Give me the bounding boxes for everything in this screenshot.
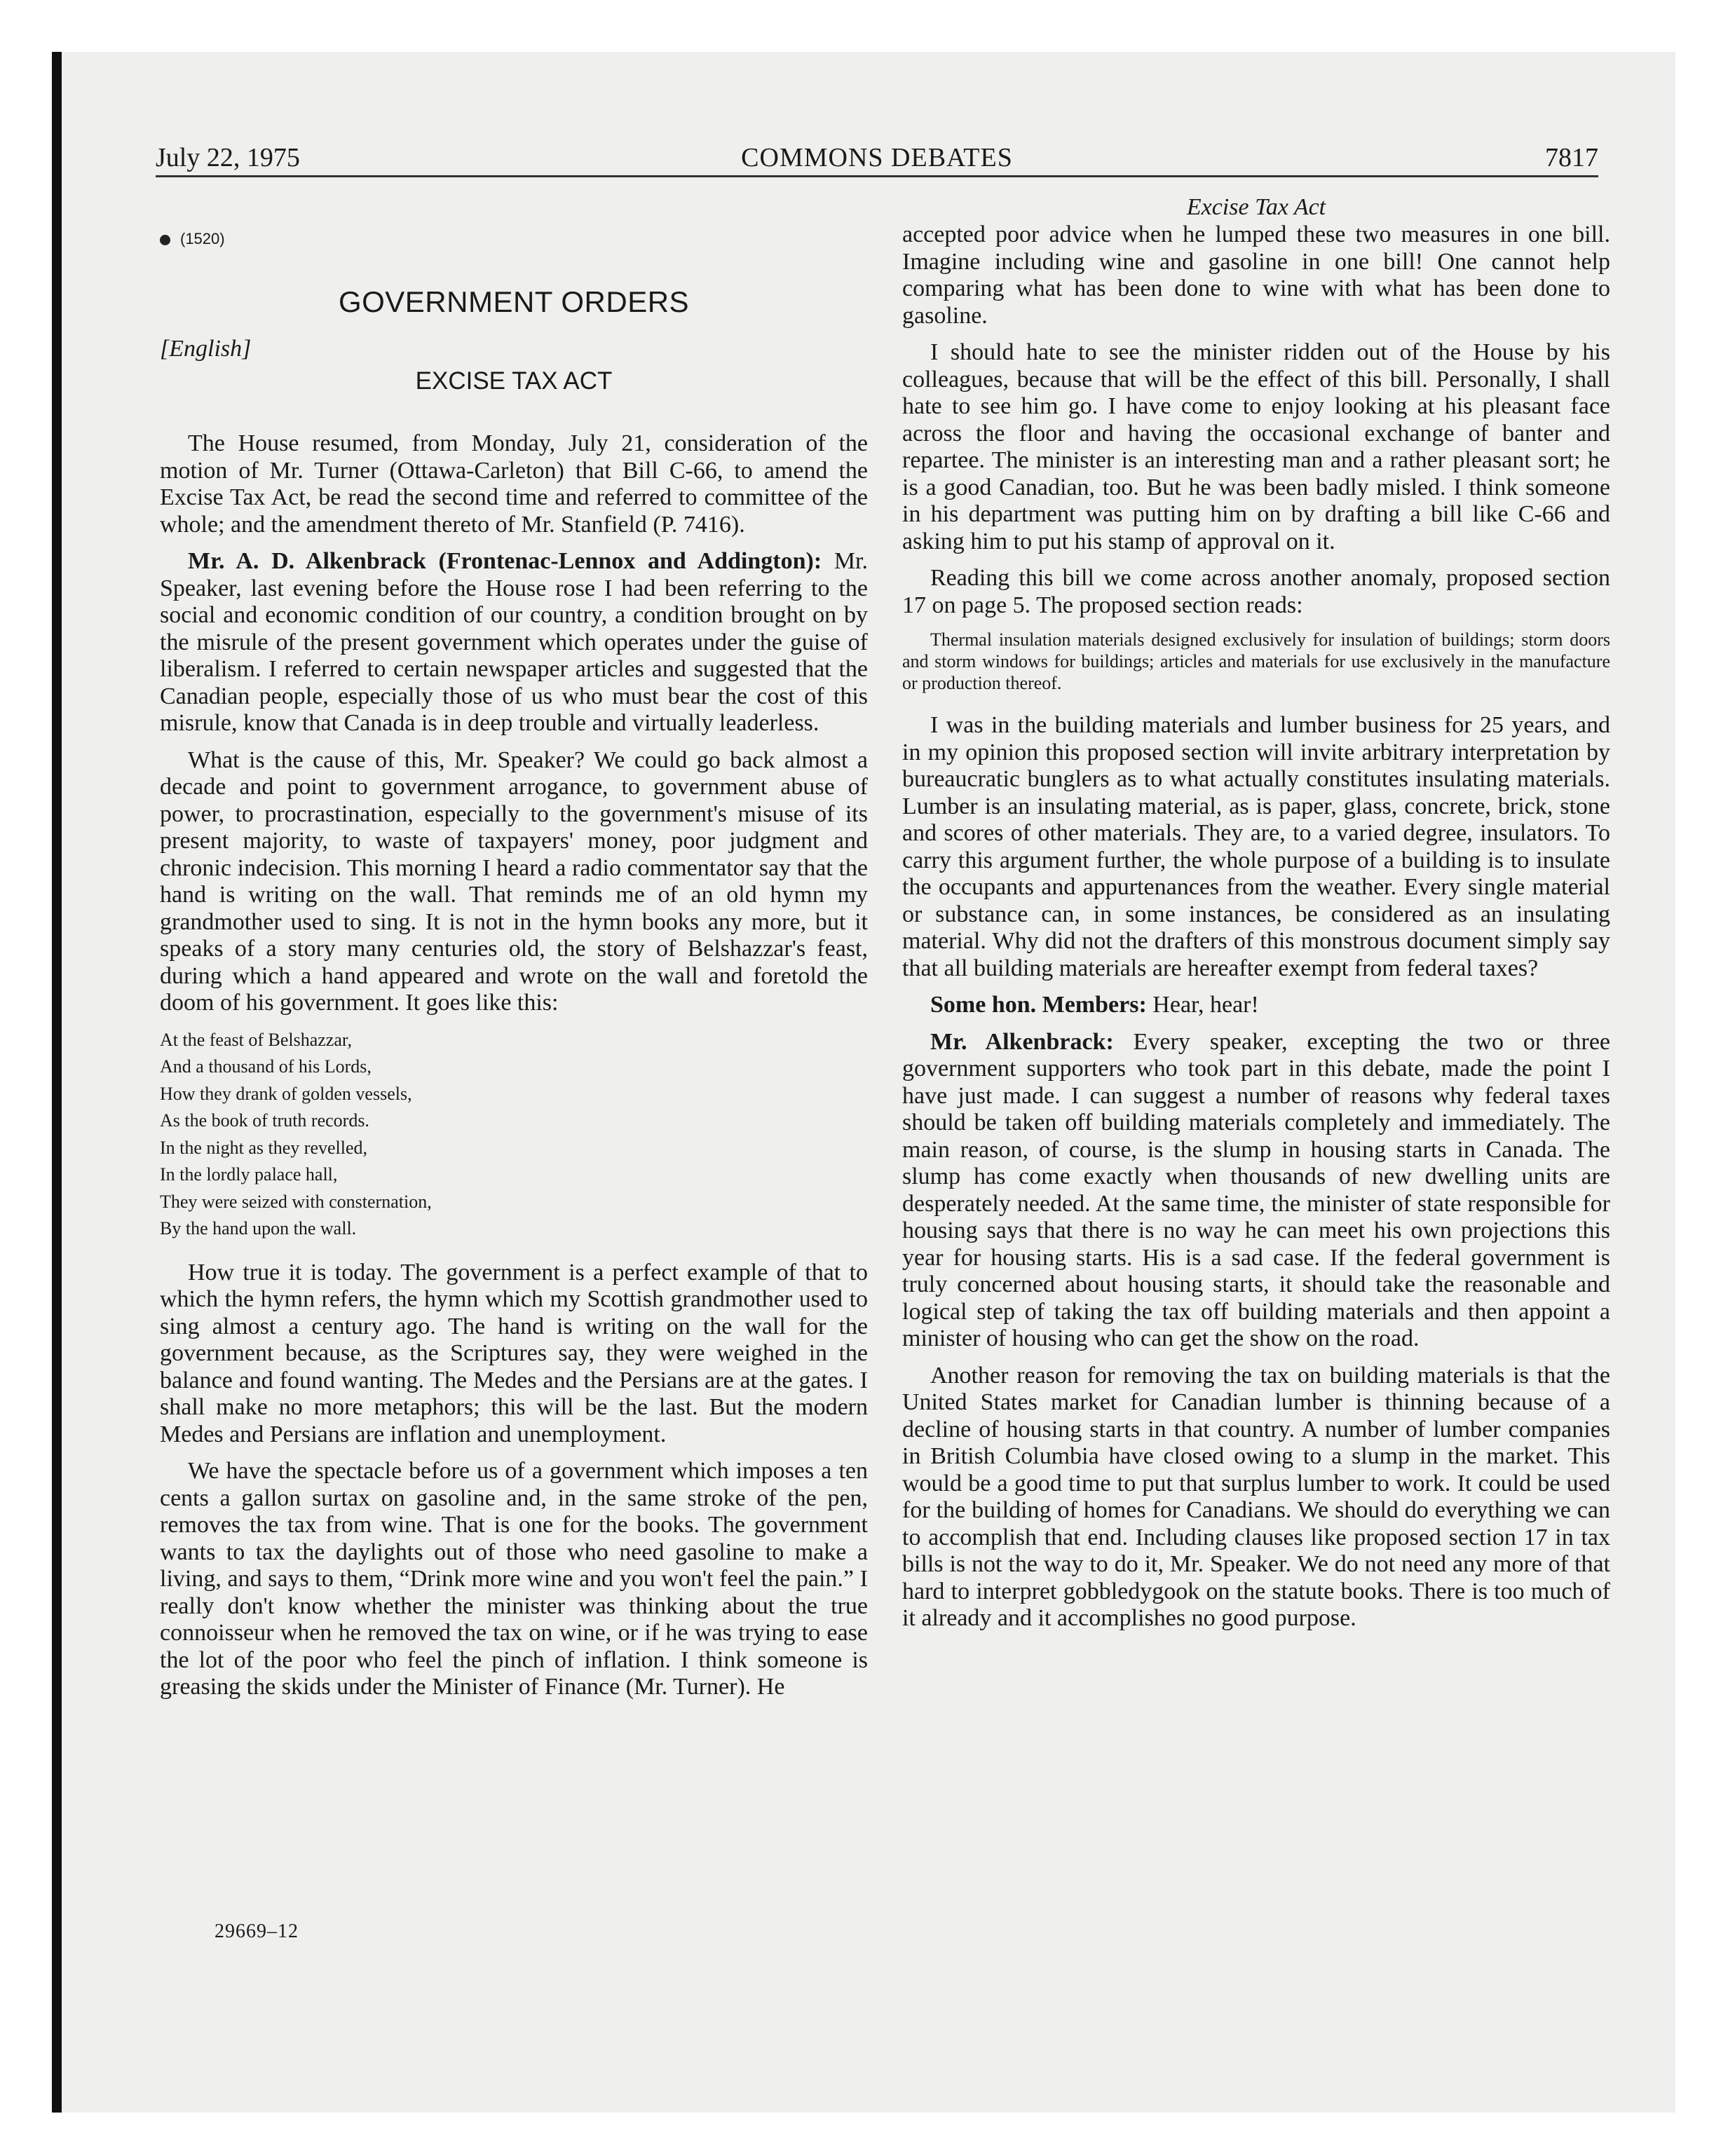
verse-line: By the hand upon the wall.	[160, 1218, 357, 1239]
header-rule	[156, 175, 1598, 177]
paragraph: Reading this bill we come across another anomaly, proposed section 17 on page 5. The proposed section reads:	[902, 565, 1610, 618]
paragraph: We have the spectacle before us of a government which imposes a ten cents a gallon surtax on gasoline and, in the same stroke of the pen, removes the tax from wine. That is one for the books. The government wants to tax the daylights out of those who need gasoline to make a living, and says to them, “Drink more wine and you won't feel the pain.” I really don't know whether the minister was thinking about the true connoisseur when he removed the tax on wine, or if he was trying to ease the lot of the poor who feel the pinch of inflation. I think someone is greasing the skids under the Minister of Finance (Mr. Turner). He	[160, 1458, 868, 1700]
verse-line: In the night as they revelled,	[160, 1137, 368, 1158]
time-marker	[160, 228, 868, 250]
paragraph: What is the cause of this, Mr. Speaker? We could go back almost a decade and point to government arrogance, to government abuse of power, to procrastination, especially to the government's misuse of its present majority, to waste of taxpayers' money, poor judgment and chronic indecision. This morning I heard a radio commentator say that the hand is writing on the wall. That reminds me of an old hymn my grandmother used to sing. It is not in the hymn books any more, but it speaks of a story many centuries old, the story of Belshazzar's feast, during which a hand appeared and wrote on the wall and foretold the doom of his government. It goes like this:	[160, 746, 868, 1016]
paragraph: I should hate to see the minister ridden out of the House by his colleagues, because that will be the effect of this bill. Personally, I shall hate to see him go. I have come to enjoy looking at his pleasant face across the floor and having the occasional exchange of banter and repartee. The minister is an interesting man and a rather pleasant sort; he is a good Canadian, too. But he was been badly misled. I think someone in his department was putting him on by drafting a bill like C-66 and asking him to put his stamp of approval on it.	[902, 339, 1610, 554]
left-column	[160, 189, 868, 1711]
page-header	[156, 140, 1598, 175]
verse-line: And a thousand of his Lords,	[160, 1056, 372, 1077]
scan-edge-shadow	[52, 52, 62, 2113]
header-page-number: 7817	[1545, 143, 1598, 172]
section-heading: GOVERNMENT ORDERS	[338, 285, 690, 318]
paragraph	[902, 1029, 1610, 1353]
verse-line: They were seized with consternation,	[160, 1191, 432, 1212]
hymn-verse	[160, 1027, 868, 1243]
verse-line: In the lordly palace hall,	[160, 1164, 338, 1185]
speech-text: Hear, hear!	[1146, 992, 1259, 1018]
paragraph: I was in the building materials and lumber business for 25 years, and in my opinion this proposed section will invite arbitrary interpretation by bureaucratic bunglers as to what actually constitutes insulating materials. Lumber is an insulating material, as is paper, glass, concrete, brick, stone and scores of other materials. They are, to a varied degree, insulators. To carry this argument further, the whole purpose of a building is to insulate the occupants and appurtenances from the weather. Every single material or substance can, in some instances, be considered as an insulating material. Why did not the drafters of this monstrous document simply say that all building materials are hereafter exempt from federal taxes?	[902, 712, 1610, 981]
verse-line: How they drank of golden vessels,	[160, 1083, 412, 1104]
act-heading: EXCISE TAX ACT	[415, 367, 613, 395]
print-code: 29669–12	[215, 1920, 299, 1942]
speaker-name: Some hon. Members:	[930, 992, 1147, 1018]
speaker-name: Mr. A. D. Alkenbrack (Frontenac-Lennox and Addington):	[188, 548, 822, 574]
header-title: COMMONS DEBATES	[741, 143, 1013, 172]
paragraph: How true it is today. The government is a perfect example of that to which the hymn refers, the hymn which my Scottish grandmother used to sing almost a century ago. The hand is writing on the wall for the government because, as the Scriptures say, they were weighed in the balance and found wanting. The Medes and the Persians are at the gates. I shall make no more metaphors; this will be the last. But the modern Medes and Persians are inflation and unemployment.	[160, 1259, 868, 1447]
verse-line: At the feast of Belshazzar,	[160, 1029, 353, 1050]
speech-text: Every speaker, excepting the two or three government supporters who took part in this debate, made the point I have just made. I can suggest a number of reasons why federal taxes should be taken off building materials completely and immediately. The main reason, of course, is the slump in housing starts in Canada. The slump has come exactly when thousands of new dwelling units are desperately needed. At the same time, the minister of state responsible for housing says that there is no way he can meet his own projections this year for housing starts. His is a sad case. If the federal government is truly concerned about housing starts, it should take the reasonable and logical step of taking the tax off building materials and then appoint a minister of housing who can get the show on the road.	[902, 1028, 1611, 1351]
paragraph: Another reason for removing the tax on building materials is that the United States market for Canadian lumber is thinning because of a decline of housing starts in that country. A number of lumber companies in British Columbia have closed owing to a slump in the market. This would be a good time to put that surplus lumber to work. It could be used for the building of homes for Canadians. We should do everything we can to accomplish that end. Including clauses like proposed section 17 in tax bills is not the way to do it, Mr. Speaker. We do not need any more of that hard to interpret gobbledygook on the statute books. There is too much of it already and it accomplishes no good purpose.	[902, 1362, 1610, 1631]
paragraph: accepted poor advice when he lumped these two measures in one bill. Imagine including wine and gasoline in one bill! One cannot help comparing what has been done to wine with what has been done to gasoline.	[902, 221, 1610, 329]
time-marker-text: (1520)	[180, 230, 225, 247]
verse-line: As the book of truth records.	[160, 1110, 369, 1131]
header-date: July 22, 1975	[156, 143, 300, 172]
bullet-icon	[160, 235, 170, 245]
language-tag: [English]	[160, 336, 252, 362]
right-column	[902, 193, 1610, 1642]
speaker-name: Mr. Alkenbrack:	[930, 1028, 1114, 1055]
running-head: Excise Tax Act	[1186, 194, 1326, 220]
speech-text: Mr. Speaker, last evening before the House rose I had been referring to the social and economic condition of our country, a condition brought on by the misrule of the present government which operates under the guise of liberalism. I referred to certain newspaper articles and suggested that the Canadian people, especially those of us who must bear the cost of this misrule, know that Canada is in deep trouble and virtually leaderless.	[160, 548, 868, 736]
paragraph	[160, 548, 868, 737]
paragraph	[902, 992, 1610, 1019]
bill-quotation: Thermal insulation materials designed exclusively for insulation of buildings; storm doors and storm windows for buildings; articles and materials for use exclusively in the manufacture or production thereof.	[902, 629, 1610, 693]
paragraph: The House resumed, from Monday, July 21, consideration of the motion of Mr. Turner (Ottawa-Carleton) that Bill C-66, to amend the Excise Tax Act, be read the second time and referred to committee of the whole; and the amendment thereto of Mr. Stanfield (P. 7416).	[160, 430, 868, 538]
